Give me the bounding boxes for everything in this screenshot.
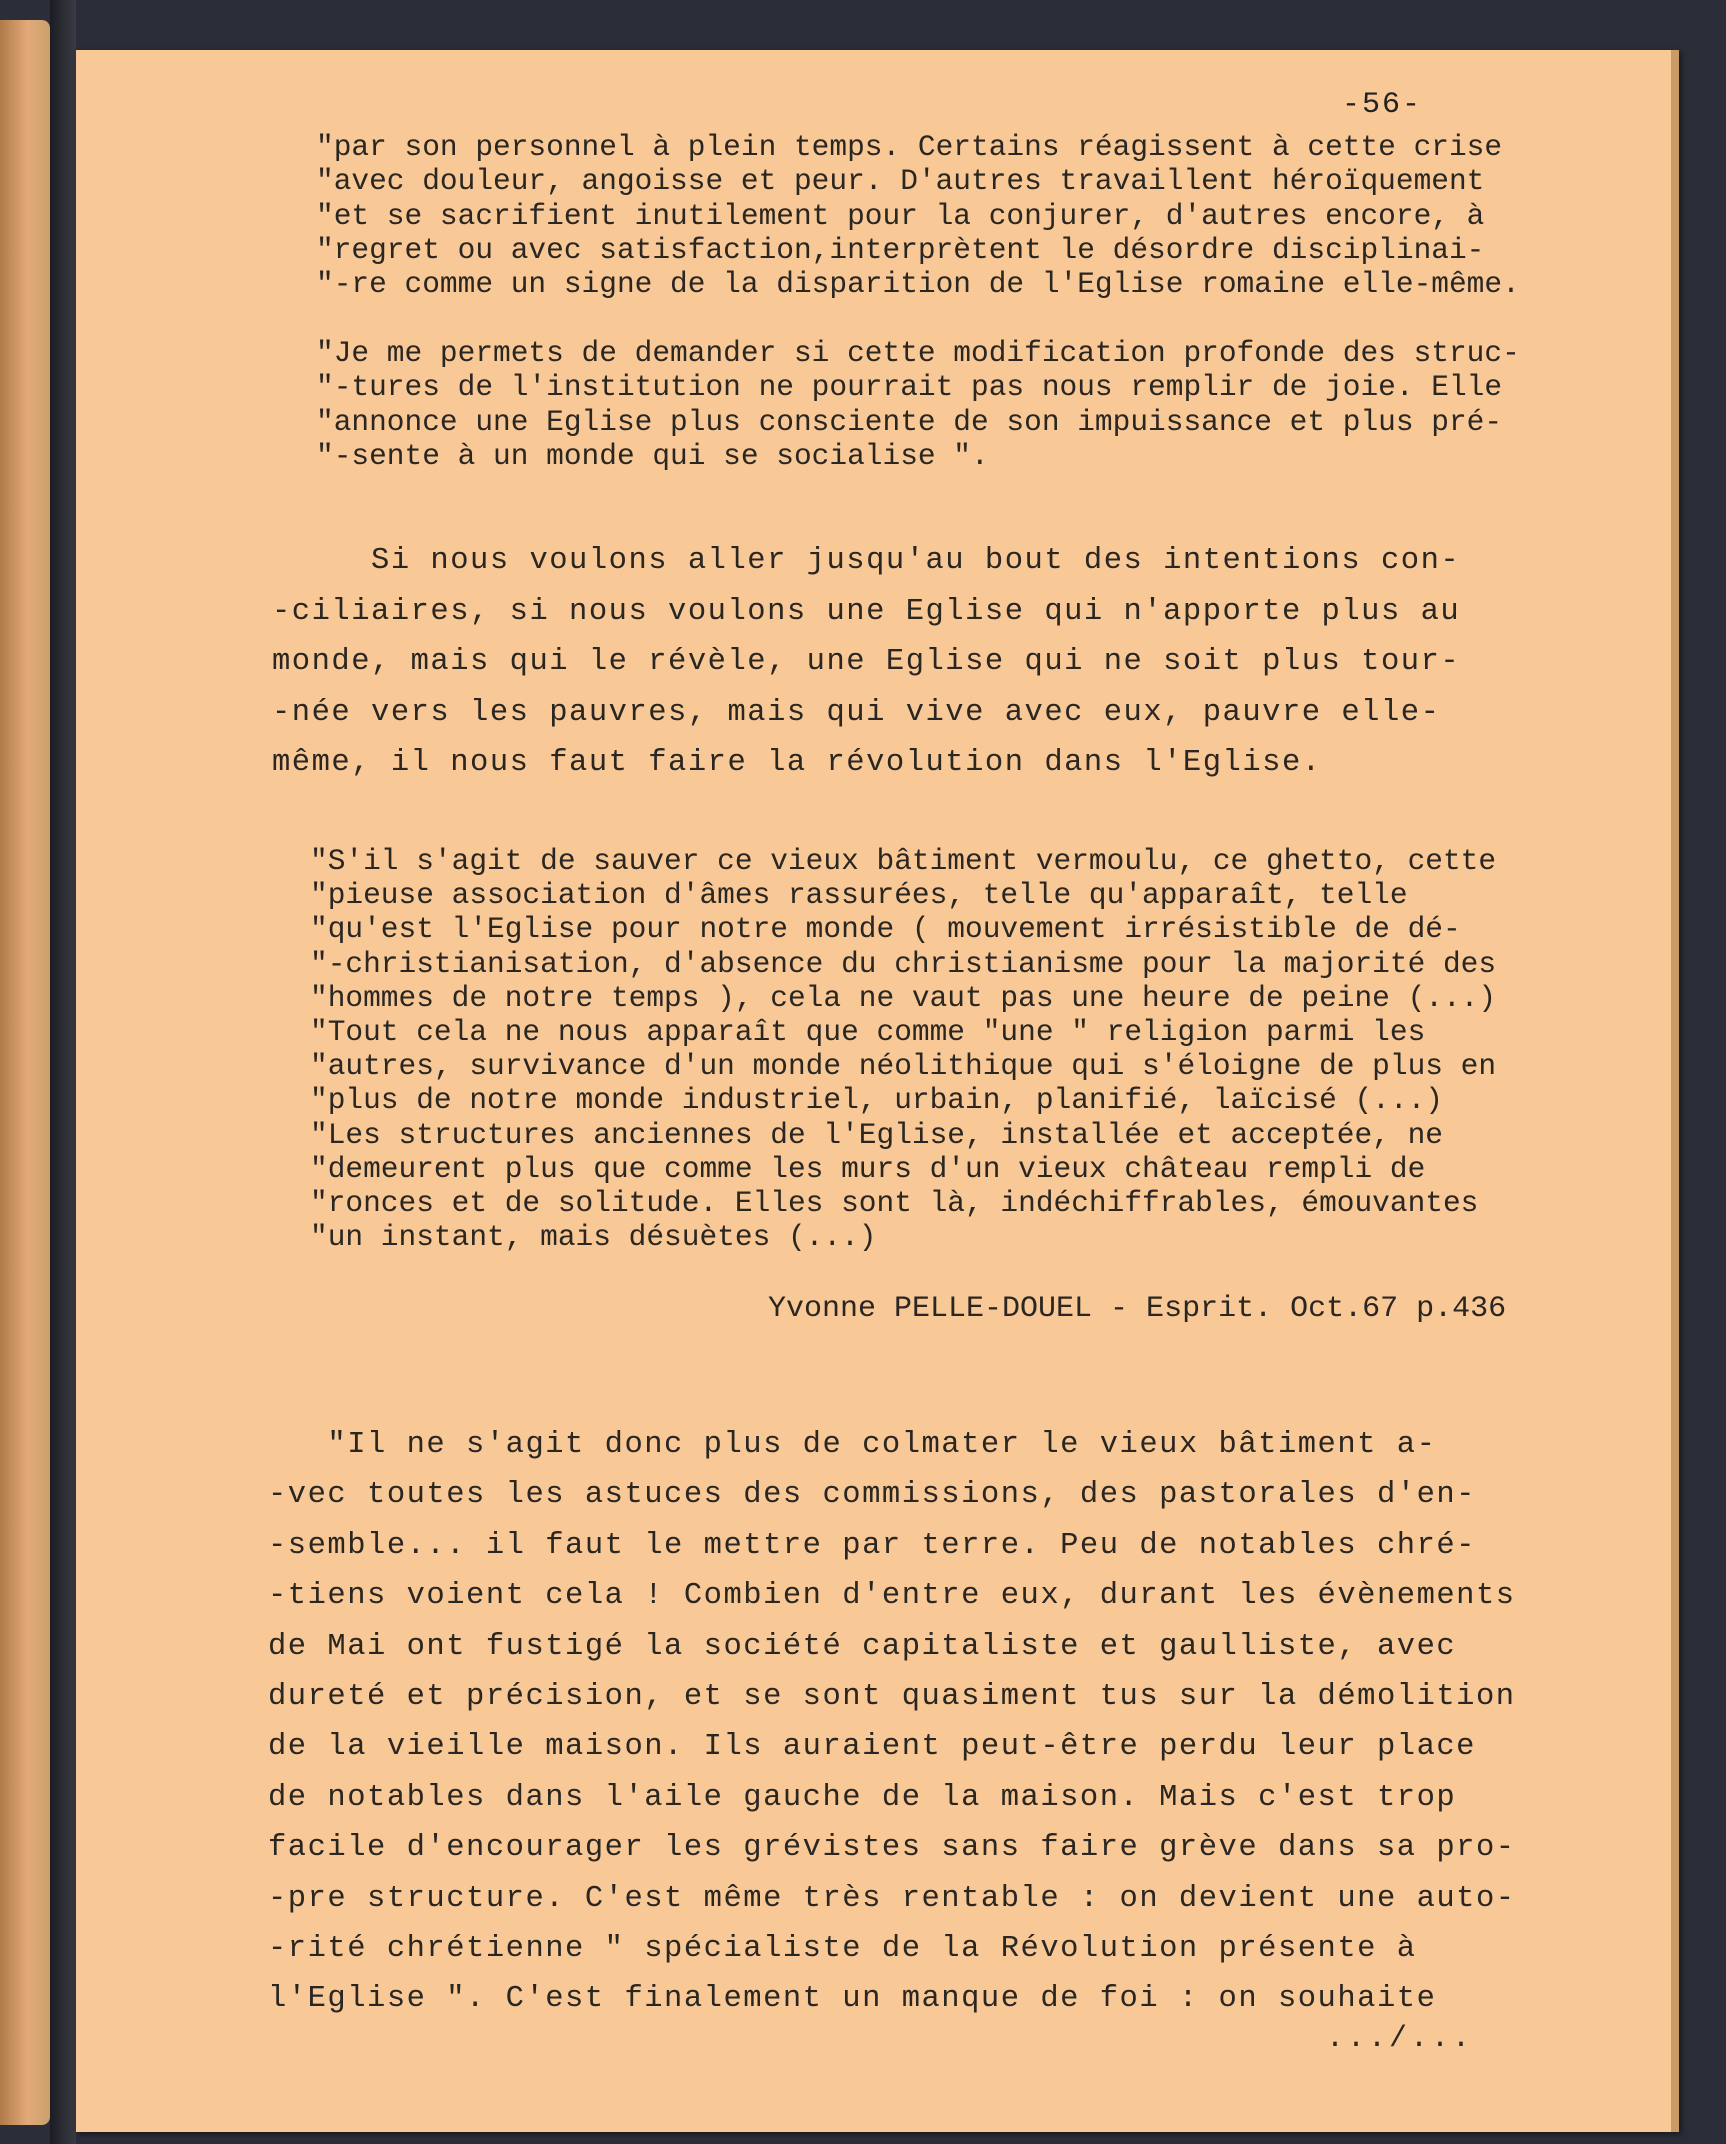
text-line: "Je me permets de demander si cette modification profonde des struc- bbox=[316, 336, 1520, 370]
text-line: de notables dans l'aile gauche de la maison. Mais c'est trop bbox=[268, 1780, 1457, 1815]
text-line: -ciliaires, si nous voulons une Eglise qui n'apporte plus au bbox=[272, 594, 1461, 629]
paragraph-2 bbox=[268, 1420, 1516, 2025]
text-line: de Mai ont fustigé la société capitaliste et gaulliste, avec bbox=[268, 1629, 1457, 1664]
page-number: -56- bbox=[1342, 88, 1423, 122]
text-line: de la vieille maison. Ils auraient peut-être perdu leur place bbox=[268, 1730, 1476, 1765]
text-line: "avec douleur, angoisse et peur. D'autres travaillent héroïquement bbox=[316, 164, 1485, 199]
text-line: -née vers les pauvres, mais qui vive avec eux, pauvre elle- bbox=[272, 695, 1441, 730]
text-line: "pieuse association d'âmes rassurées, telle qu'apparaît, telle bbox=[310, 878, 1408, 913]
text-line: "hommes de notre temps ), cela ne vaut pas une heure de peine (...) bbox=[310, 980, 1497, 1015]
text-line: l'Eglise ". C'est finalement un manque de foi : on souhaite bbox=[268, 1982, 1437, 2017]
text-line: dureté et précision, et se sont quasiment tus sur la démolition bbox=[268, 1680, 1516, 1715]
quote-attribution: Yvonne PELLE-DOUEL - Esprit. Oct.67 p.436 bbox=[768, 1292, 1507, 1326]
document-page bbox=[76, 50, 1679, 2132]
text-line: Si nous voulons aller jusqu'au bout des intentions con- bbox=[272, 544, 1461, 578]
text-line: "-re comme un signe de la disparition de l'Eglise romaine elle-même. bbox=[316, 267, 1520, 302]
text-line: -semble... il faut le mettre par terre. Peu de notables chré- bbox=[268, 1528, 1476, 1563]
text-line: -tiens voient cela ! Combien d'entre eux, durant les évènements bbox=[268, 1579, 1516, 1614]
text-line: -pre structure. C'est même très rentable : on devient une auto- bbox=[268, 1881, 1516, 1916]
text-line: "regret ou avec satisfaction,interprètent le désordre disciplinai- bbox=[316, 232, 1485, 267]
quote-block-3 bbox=[310, 844, 1496, 1254]
text-line: "annonce une Eglise plus consciente de son impuissance et plus pré- bbox=[316, 404, 1503, 439]
text-line: "plus de notre monde industriel, urbain, planifié, laïcisé (...) bbox=[310, 1083, 1443, 1118]
text-line: même, il nous faut faire la révolution dans l'Eglise. bbox=[272, 746, 1322, 780]
text-line: -vec toutes les astuces des commissions, des pastorales d'en- bbox=[268, 1478, 1476, 1513]
facing-page-edge bbox=[0, 20, 50, 2125]
quote-block-1 bbox=[316, 130, 1520, 301]
paragraph-1 bbox=[272, 536, 1460, 789]
text-line: "par son personnel à plein temps. Certains réagissent à cette crise bbox=[316, 130, 1503, 164]
continuation-mark: .../... bbox=[1326, 2022, 1474, 2056]
quote-block-2 bbox=[316, 336, 1520, 473]
text-line: "un instant, mais désuètes (...) bbox=[310, 1220, 877, 1255]
text-line: "qu'est l'Eglise pour notre monde ( mouvement irrésistible de dé- bbox=[310, 912, 1461, 947]
text-line: "ronces et de solitude. Elles sont là, indéchiffrables, émouvantes bbox=[310, 1186, 1479, 1221]
text-line: "demeurent plus que comme les murs d'un vieux château rempli de bbox=[310, 1151, 1426, 1186]
text-line: -rité chrétienne " spécialiste de la Révolution présente à bbox=[268, 1932, 1417, 1967]
text-line: "-sente à un monde qui se socialise ". bbox=[316, 438, 989, 473]
text-line: "-christianisation, d'absence du christianisme pour la majorité des bbox=[310, 946, 1497, 981]
text-line: "S'il s'agit de sauver ce vieux bâtiment vermoulu, ce ghetto, cette bbox=[310, 844, 1497, 878]
text-line: facile d'encourager les grévistes sans faire grève dans sa pro- bbox=[268, 1831, 1516, 1866]
text-line: "-tures de l'institution ne pourrait pas nous remplir de joie. Elle bbox=[316, 370, 1503, 405]
text-line: "Les structures anciennes de l'Eglise, installée et acceptée, ne bbox=[310, 1117, 1443, 1152]
text-line: "et se sacrifient inutilement pour la conjurer, d'autres encore, à bbox=[316, 198, 1485, 233]
text-line: "autres, survivance d'un monde néolithique qui s'éloigne de plus en bbox=[310, 1049, 1497, 1084]
text-line: "Tout cela ne nous apparaît que comme "une " religion parmi les bbox=[310, 1015, 1426, 1050]
text-line: monde, mais qui le révèle, une Eglise qui ne soit plus tour- bbox=[272, 645, 1461, 679]
book-gutter bbox=[50, 0, 76, 2144]
text-line: "Il ne s'agit donc plus de colmater le vieux bâtiment a- bbox=[268, 1428, 1437, 1462]
